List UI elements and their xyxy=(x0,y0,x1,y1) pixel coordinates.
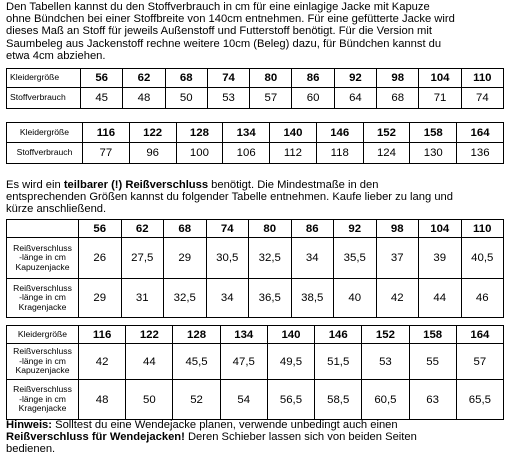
fabric-table-2 xyxy=(6,122,504,164)
value-cell: 26 xyxy=(79,238,122,279)
intro-line: ohne Bündchen bei einer Stoffbreite von 140cm entnehmen. Für eine gefütterte Jacke wird xyxy=(6,13,455,26)
size-cell: 134 xyxy=(223,123,270,143)
value-cell: 34 xyxy=(291,238,334,279)
value-cell: 37 xyxy=(376,238,419,279)
hint-label: Hinweis: xyxy=(6,419,53,431)
value-cell: 136 xyxy=(457,143,504,164)
table-header-row xyxy=(7,123,504,143)
value-cell: 52 xyxy=(173,380,220,420)
value-cell: 106 xyxy=(223,143,270,164)
value-cell: 27,5 xyxy=(121,238,164,279)
size-cell: 158 xyxy=(410,123,457,143)
table-row xyxy=(7,380,504,420)
row-label xyxy=(7,279,79,318)
size-cell: 152 xyxy=(363,123,410,143)
fabric-table-1 xyxy=(6,68,504,109)
row-label xyxy=(7,380,79,420)
size-cell: 68 xyxy=(164,220,207,238)
value-cell: 124 xyxy=(363,143,410,164)
value-cell: 57 xyxy=(456,344,503,380)
intro-line: dieses Maß an Stoff für jeweils Außenstoff und Futterstoff benötigt. Für die Version mit xyxy=(6,25,432,38)
value-cell: 44 xyxy=(419,279,462,318)
size-cell: 98 xyxy=(377,69,419,88)
size-cell: 128 xyxy=(173,326,220,344)
table-row xyxy=(7,279,504,318)
size-cell: 74 xyxy=(207,69,249,88)
row-label xyxy=(7,238,79,279)
row-label-line: -länge in cm xyxy=(19,393,66,404)
intro-paragraph xyxy=(6,1,506,62)
row-label-line: Kapuzenjacke xyxy=(15,365,70,376)
table-row xyxy=(7,143,504,164)
value-cell: 71 xyxy=(419,88,461,109)
size-cell: 110 xyxy=(461,69,503,88)
row-label-line: Kapuzenjacke xyxy=(15,261,70,272)
size-cell: 56 xyxy=(81,69,123,88)
value-cell: 50 xyxy=(165,88,207,109)
value-cell: 57 xyxy=(250,88,292,109)
zipper-table-1 xyxy=(6,219,504,318)
zipper-paragraph xyxy=(6,179,506,216)
table-header-row xyxy=(7,220,504,238)
value-cell: 49,5 xyxy=(267,344,314,380)
size-cell: 80 xyxy=(249,220,292,238)
header-label: Kleidergröße xyxy=(7,123,83,143)
value-cell: 51,5 xyxy=(315,344,362,380)
table-header-row xyxy=(7,326,504,344)
size-cell: 128 xyxy=(176,123,223,143)
header-label-empty xyxy=(7,220,79,238)
value-cell: 55 xyxy=(409,344,456,380)
hint-paragraph xyxy=(6,419,506,456)
hint-text: bedienen. xyxy=(6,443,56,456)
size-cell: 92 xyxy=(334,69,376,88)
size-cell: 140 xyxy=(267,326,314,344)
row-label-line: -länge in cm xyxy=(19,355,66,366)
value-cell: 34 xyxy=(206,279,249,318)
hint-text: Solltest du eine Wendejacke planen, verwende unbedingt auch einen xyxy=(52,419,398,431)
value-cell: 64 xyxy=(334,88,376,109)
value-cell: 96 xyxy=(129,143,176,164)
zipper-text: benötigt. Die Mindestmaße in den xyxy=(208,179,379,191)
value-cell: 118 xyxy=(316,143,363,164)
value-cell: 42 xyxy=(79,344,126,380)
value-cell: 36,5 xyxy=(249,279,292,318)
value-cell: 53 xyxy=(207,88,249,109)
value-cell: 29 xyxy=(164,238,207,279)
value-cell: 58,5 xyxy=(315,380,362,420)
size-cell: 56 xyxy=(79,220,122,238)
value-cell: 77 xyxy=(83,143,130,164)
value-cell: 65,5 xyxy=(456,380,503,420)
row-label-line: Reißverschluss xyxy=(13,242,72,253)
intro-line: etwa 4cm abziehen. xyxy=(6,49,106,62)
row-label xyxy=(7,344,79,380)
size-cell: 86 xyxy=(291,220,334,238)
zipper-text: entsprechenden Größen kannst du folgender Tabelle entnehmen. Kaufe lieber zu lang und xyxy=(6,191,453,204)
size-cell: 146 xyxy=(316,123,363,143)
value-cell: 74 xyxy=(461,88,503,109)
table-row xyxy=(7,344,504,380)
row-label-line: Reißverschluss xyxy=(13,384,72,395)
size-cell: 110 xyxy=(461,220,504,238)
hint-emphasis: Reißverschluss für Wendejacken! xyxy=(6,431,185,444)
size-cell: 80 xyxy=(250,69,292,88)
intro-line: Saumbeleg aus Jackenstoff rechne weitere 10cm (Beleg) dazu, für Bündchen kannst du xyxy=(6,37,442,50)
row-label-line: -länge in cm xyxy=(19,252,66,263)
value-cell: 53 xyxy=(362,344,409,380)
value-cell: 56,5 xyxy=(267,380,314,420)
row-label: Stoffverbrauch xyxy=(7,88,81,109)
value-cell: 100 xyxy=(176,143,223,164)
value-cell: 32,5 xyxy=(249,238,292,279)
size-cell: 104 xyxy=(419,220,462,238)
row-label-line: Reißverschluss xyxy=(13,346,72,357)
value-cell: 44 xyxy=(126,344,173,380)
value-cell: 46 xyxy=(461,279,504,318)
header-label: Kleidergröße xyxy=(7,69,81,88)
size-cell: 98 xyxy=(376,220,419,238)
size-cell: 158 xyxy=(409,326,456,344)
intro-line: Den Tabellen kannst du den Stoffverbrauch in cm für eine einlagige Jacke mit Kapuze xyxy=(6,1,430,13)
size-cell: 116 xyxy=(79,326,126,344)
value-cell: 35,5 xyxy=(334,238,377,279)
value-cell: 60,5 xyxy=(362,380,409,420)
value-cell: 68 xyxy=(377,88,419,109)
row-label-line: Reißverschluss xyxy=(13,282,72,293)
size-cell: 68 xyxy=(165,69,207,88)
size-cell: 122 xyxy=(126,326,173,344)
value-cell: 40 xyxy=(334,279,377,318)
size-cell: 62 xyxy=(123,69,165,88)
value-cell: 54 xyxy=(220,380,267,420)
row-label-line: Kragenjacke xyxy=(18,403,67,414)
value-cell: 31 xyxy=(121,279,164,318)
size-cell: 146 xyxy=(315,326,362,344)
table-row xyxy=(7,88,504,109)
zipper-table-2 xyxy=(6,325,504,420)
value-cell: 30,5 xyxy=(206,238,249,279)
row-label-line: -länge in cm xyxy=(19,292,66,303)
size-cell: 104 xyxy=(419,69,461,88)
value-cell: 60 xyxy=(292,88,334,109)
value-cell: 63 xyxy=(409,380,456,420)
value-cell: 32,5 xyxy=(164,279,207,318)
value-cell: 40,5 xyxy=(461,238,504,279)
size-cell: 116 xyxy=(83,123,130,143)
size-cell: 140 xyxy=(270,123,317,143)
size-cell: 74 xyxy=(206,220,249,238)
size-cell: 152 xyxy=(362,326,409,344)
value-cell: 112 xyxy=(270,143,317,164)
table-row xyxy=(7,238,504,279)
hint-text: Deren Schieber lassen sich von beiden Seiten xyxy=(184,431,417,444)
zipper-text: Es wird ein xyxy=(6,179,64,191)
value-cell: 48 xyxy=(123,88,165,109)
value-cell: 38,5 xyxy=(291,279,334,318)
size-cell: 86 xyxy=(292,69,334,88)
value-cell: 50 xyxy=(126,380,173,420)
row-label: Stoffverbrauch xyxy=(7,143,83,164)
size-cell: 122 xyxy=(129,123,176,143)
value-cell: 39 xyxy=(419,238,462,279)
size-cell: 164 xyxy=(457,123,504,143)
size-cell: 92 xyxy=(334,220,377,238)
row-label-line: Kragenjacke xyxy=(18,301,67,312)
zipper-emphasis: teilbarer (!) Reißverschluss xyxy=(63,179,209,191)
size-cell: 62 xyxy=(121,220,164,238)
value-cell: 45 xyxy=(81,88,123,109)
value-cell: 42 xyxy=(376,279,419,318)
header-label: Kleidergröße xyxy=(7,326,79,344)
value-cell: 130 xyxy=(410,143,457,164)
value-cell: 29 xyxy=(79,279,122,318)
size-cell: 134 xyxy=(220,326,267,344)
table-header-row xyxy=(7,69,504,88)
value-cell: 45,5 xyxy=(173,344,220,380)
value-cell: 47,5 xyxy=(220,344,267,380)
size-cell: 164 xyxy=(456,326,503,344)
zipper-text: kürze anschließend. xyxy=(6,203,107,216)
value-cell: 48 xyxy=(79,380,126,420)
